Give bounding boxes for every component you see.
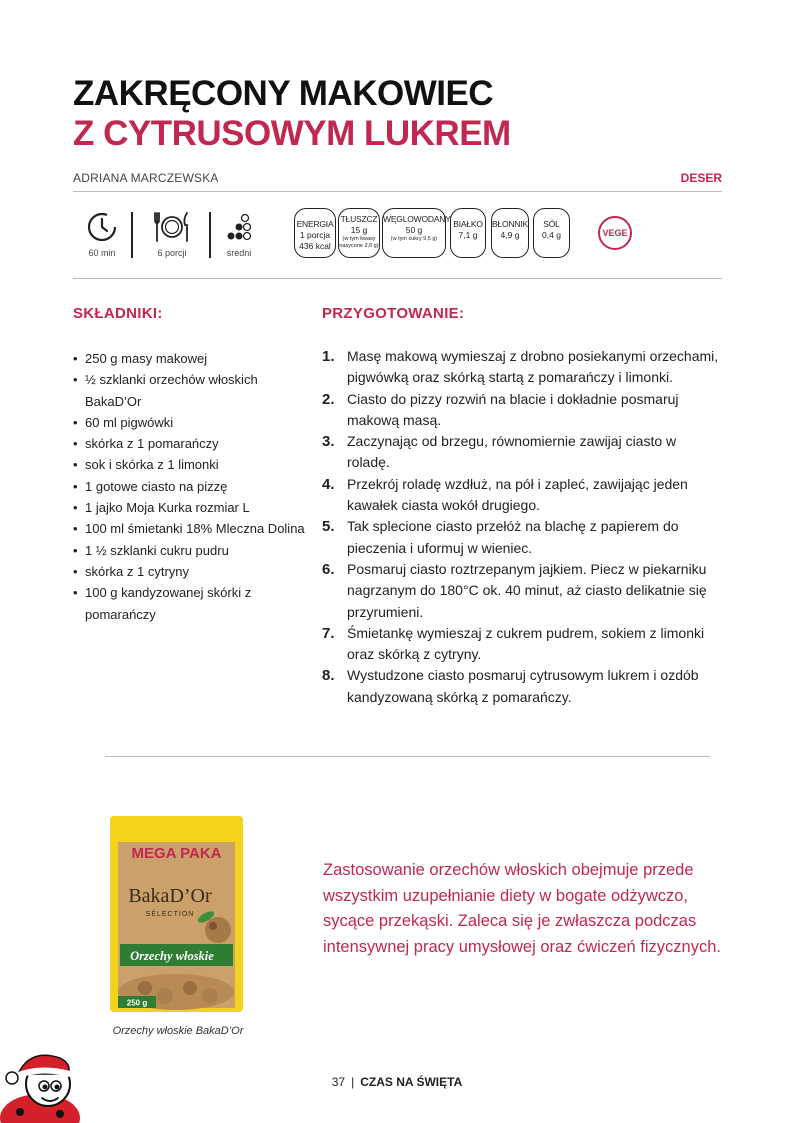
package-weight-text: 250 g [126,998,148,1008]
step-item [322,474,722,517]
ingredients-heading: SKŁADNIKI: [73,305,163,322]
preparation-heading: PRZYGOTOWANIE: [322,305,465,322]
ingredient-item: • 1 jajko Moja Kurka rozmiar L [73,497,313,518]
step-text: Masę makową wymieszaj z drobno posiekanymi orzechami, pigwówką oraz skórką startą z pomarańczy i limonki. [347,348,719,386]
content-divider [105,756,710,757]
ingredient-item: • 100 ml śmietanki 18% Mleczna Dolina [73,518,313,539]
ingredient-item: • 100 g kandyzowanej skórki z pomarańczy [73,582,313,625]
recipe-title-line1: ZAKRĘCONY MAKOWIEC [73,74,494,113]
product-package-image [110,816,243,1012]
page-number: 37 [331,1075,346,1089]
package-line-text: SÉLECTION [145,911,195,918]
ingredient-item: • ½ szklanki orzechów włoskich BakaD’Or [73,369,313,412]
info-divider [73,278,722,279]
footer-separator: | [351,1075,355,1089]
time-info [73,210,131,258]
step-number: 8. [322,667,335,685]
recipe-info-bar [73,200,722,270]
step-number: 6. [322,560,335,578]
step-number: 5. [322,518,335,536]
step-text: Przekrój roladę wzdłuż, na pół i zapleć, zawijając jeden kawałek ciasta wokół drugiego. [347,475,688,514]
portions-value: 6 porcji [157,248,187,258]
nutrition-energy: ENERGIA 1 porcja 436 kcal [294,208,336,258]
package-banner-text: MEGA PAKA [131,845,222,862]
ingredients-list [73,348,313,625]
info-separator-2 [209,212,211,258]
step-item [322,559,722,623]
category-label: DESER [680,171,722,185]
step-text: Ciasto do pizzy rozwiń na blacie i dokładnie posmaruj makową masą. [347,390,679,428]
step-number: 1. [322,348,335,365]
step-number: 2. [322,390,335,408]
nutrition-carbs: WĘGLOWODANY 50 g (w tym cukry 9,5 g) [382,208,446,258]
step-text: Śmietankę wymieszaj z cukrem pudrem, sokiem z limonki oraz skórką z cytryny. [347,624,705,663]
promo-text: Zastosowanie orzechów włoskich obejmuje przede wszystkim uzupełnianie diety w bogate odżywczo, sycące przekąski. Zaleca się je zwłaszcza podczas intensywnej pracy umysłowej oraz ćwiczeń fizycznych. [323,861,721,956]
ingredient-item: • skórka z 1 cytryny [73,561,313,582]
difficulty-info [217,210,261,258]
step-item [322,389,722,432]
ingredient-item: • sok i skórka z 1 limonki [73,454,313,475]
step-text: Posmaruj ciasto roztrzepanym jajkiem. Piecz w piekarniku nagrzanym do 180°C ok. 40 minut, aż ciasto delikatnie się przyrumieni. [347,560,707,620]
step-text: Wystudzone ciasto posmaruj cytrusowym lukrem i ozdób kandyzowaną skórką z pomarańczy. [347,667,699,705]
recipe-title-line2: Z CYTRUSOWYM LUKREM [73,114,511,153]
ingredient-item: • 1 ½ szklanki cukru pudru [73,540,313,561]
recipe-title [73,74,511,154]
step-number: 4. [322,475,335,493]
meta-divider [73,191,722,192]
portions-info [141,210,203,258]
clock-icon [85,210,119,244]
step-item [322,623,722,666]
step-text: Tak splecione ciasto przełóż na blachę z papierem do pieczenia i uformuj w wieniec. [347,518,679,556]
package-product-name: Orzechy włoskie [130,949,214,963]
author-name: ADRIANA MARCZEWSKA [73,171,219,185]
nutrition-protein: BIAŁKO 7,1 g [450,208,486,258]
step-number: 3. [322,433,335,451]
nutrition-fiber: BŁONNIK 4,9 g [491,208,529,258]
ingredient-item: • 1 gotowe ciasto na pizzę [73,476,313,497]
info-separator-1 [131,212,133,258]
step-text: Zaczynając od brzegu, równomiernie zawijaj ciasto w roladę. [347,433,677,471]
step-item [322,665,722,708]
ingredient-item: • skórka z 1 pomarańczy [73,433,313,454]
package-brand-text: BakaD’Or [128,885,212,907]
recipe-meta [73,171,722,191]
page-footer [0,1075,794,1089]
step-number: 7. [322,624,335,642]
time-value: 60 min [88,248,116,258]
plate-cutlery-icon [152,210,192,244]
preparation-steps [322,346,722,708]
step-item [322,346,722,389]
step-item [322,516,722,559]
nutrition-fat: TŁUSZCZ 15 g (w tym kwasy nasycone 2,6 g) [338,208,380,258]
ingredient-item: • 250 g masy makowej [73,348,313,369]
difficulty-dots-icon [225,210,253,244]
ingredient-item: • 60 ml pigwówki [73,412,313,433]
magazine-name: CZAS NA ŚWIĘTA [360,1075,463,1089]
nutrition-salt: SÓL 0,4 g [533,208,570,258]
product-caption: Orzechy włoskie BakaD’Or [112,1025,244,1037]
difficulty-value: średni [226,248,252,258]
vege-badge: VEGE [598,216,632,250]
step-item [322,431,722,474]
